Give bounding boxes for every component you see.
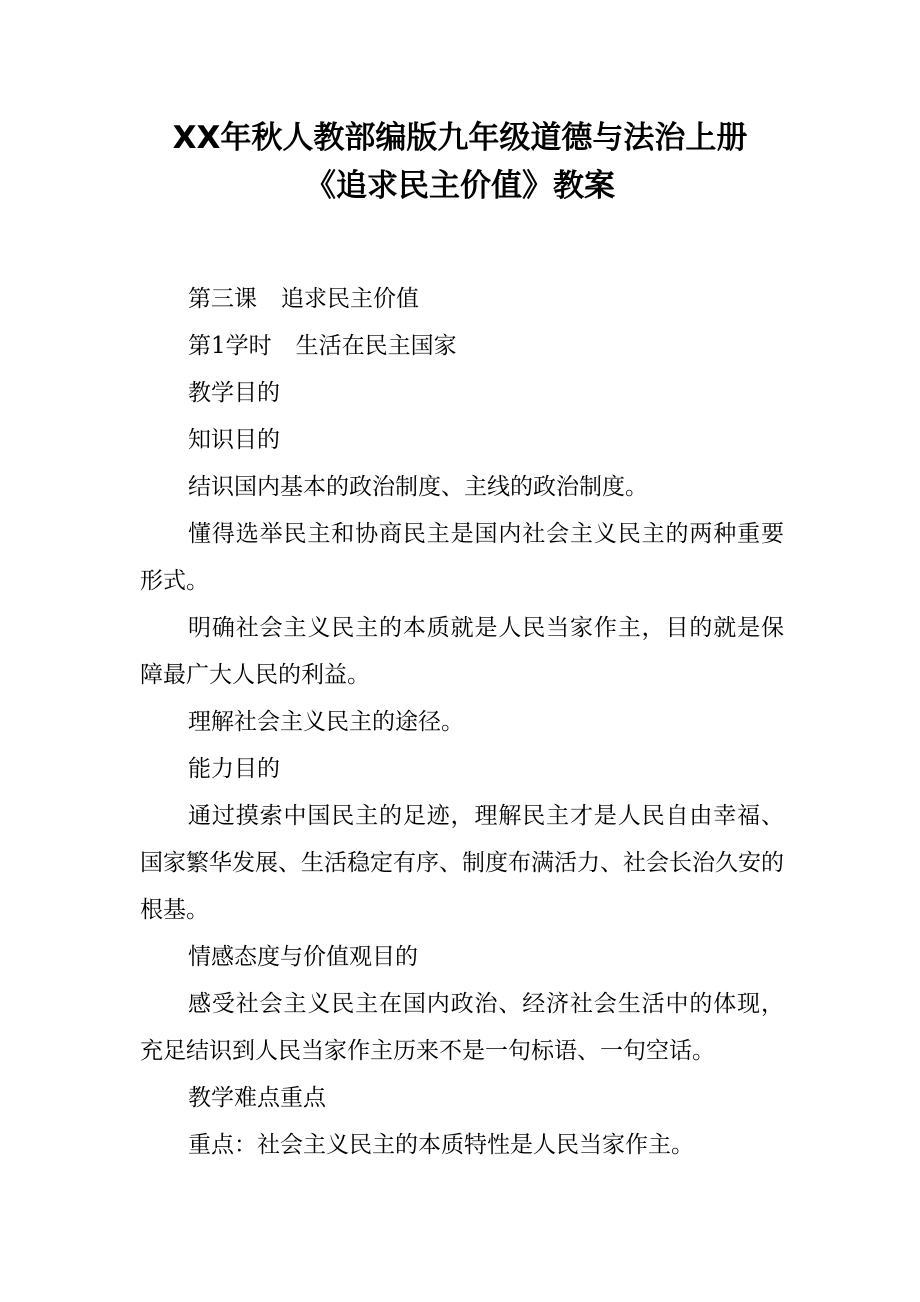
- knowledge-goal-paragraph: 结识国内基本的政治制度、主线的政治制度。: [188, 474, 648, 500]
- knowledge-goal-paragraph: 明确社会主义民主的本质就是人民当家作主，目的就是保障最广大人民的利益。: [140, 615, 784, 688]
- period-label: 第1学时: [188, 333, 272, 359]
- emotion-goals-heading: 情感态度与价值观目的: [188, 944, 418, 970]
- ability-goal-paragraph: 通过摸索中国民主的足迹，理解民主才是人民自由幸福、国家繁华发展、生活稳定有序、制度布满活力、社会长治久安的根基。: [140, 803, 784, 923]
- document-title-line-2: 《追求民主价值》教案: [305, 168, 615, 204]
- document-title-line-1: XX年秋人教部编版九年级道德与法治上册: [172, 120, 748, 156]
- knowledge-goals-heading: 知识目的: [188, 427, 280, 453]
- knowledge-goal-paragraph: 懂得选举民主和协商民主是国内社会主义民主的两种重要形式。: [140, 521, 784, 594]
- emotion-goal-paragraph: 感受社会主义民主在国内政治、经济社会生活中的体现，充足结识到人民当家作主历来不是一句标语、一句空话。: [140, 991, 784, 1064]
- key-points-heading: 教学难点重点: [188, 1085, 326, 1111]
- document-body: [140, 276, 784, 1169]
- lesson-name: 追求民主价值: [281, 286, 419, 312]
- ability-goals-heading: 能力目的: [188, 756, 280, 782]
- key-point-paragraph: 重点：社会主义民主的本质特性是人民当家作主。: [188, 1132, 694, 1158]
- knowledge-goal-paragraph: 理解社会主义民主的途径。: [188, 709, 464, 735]
- period-name: 生活在民主国家: [295, 333, 457, 359]
- period-heading: [140, 323, 784, 370]
- lesson-heading: [140, 276, 784, 323]
- lesson-label: 第三课: [188, 286, 257, 312]
- teaching-goals-heading: 教学目的: [188, 380, 280, 406]
